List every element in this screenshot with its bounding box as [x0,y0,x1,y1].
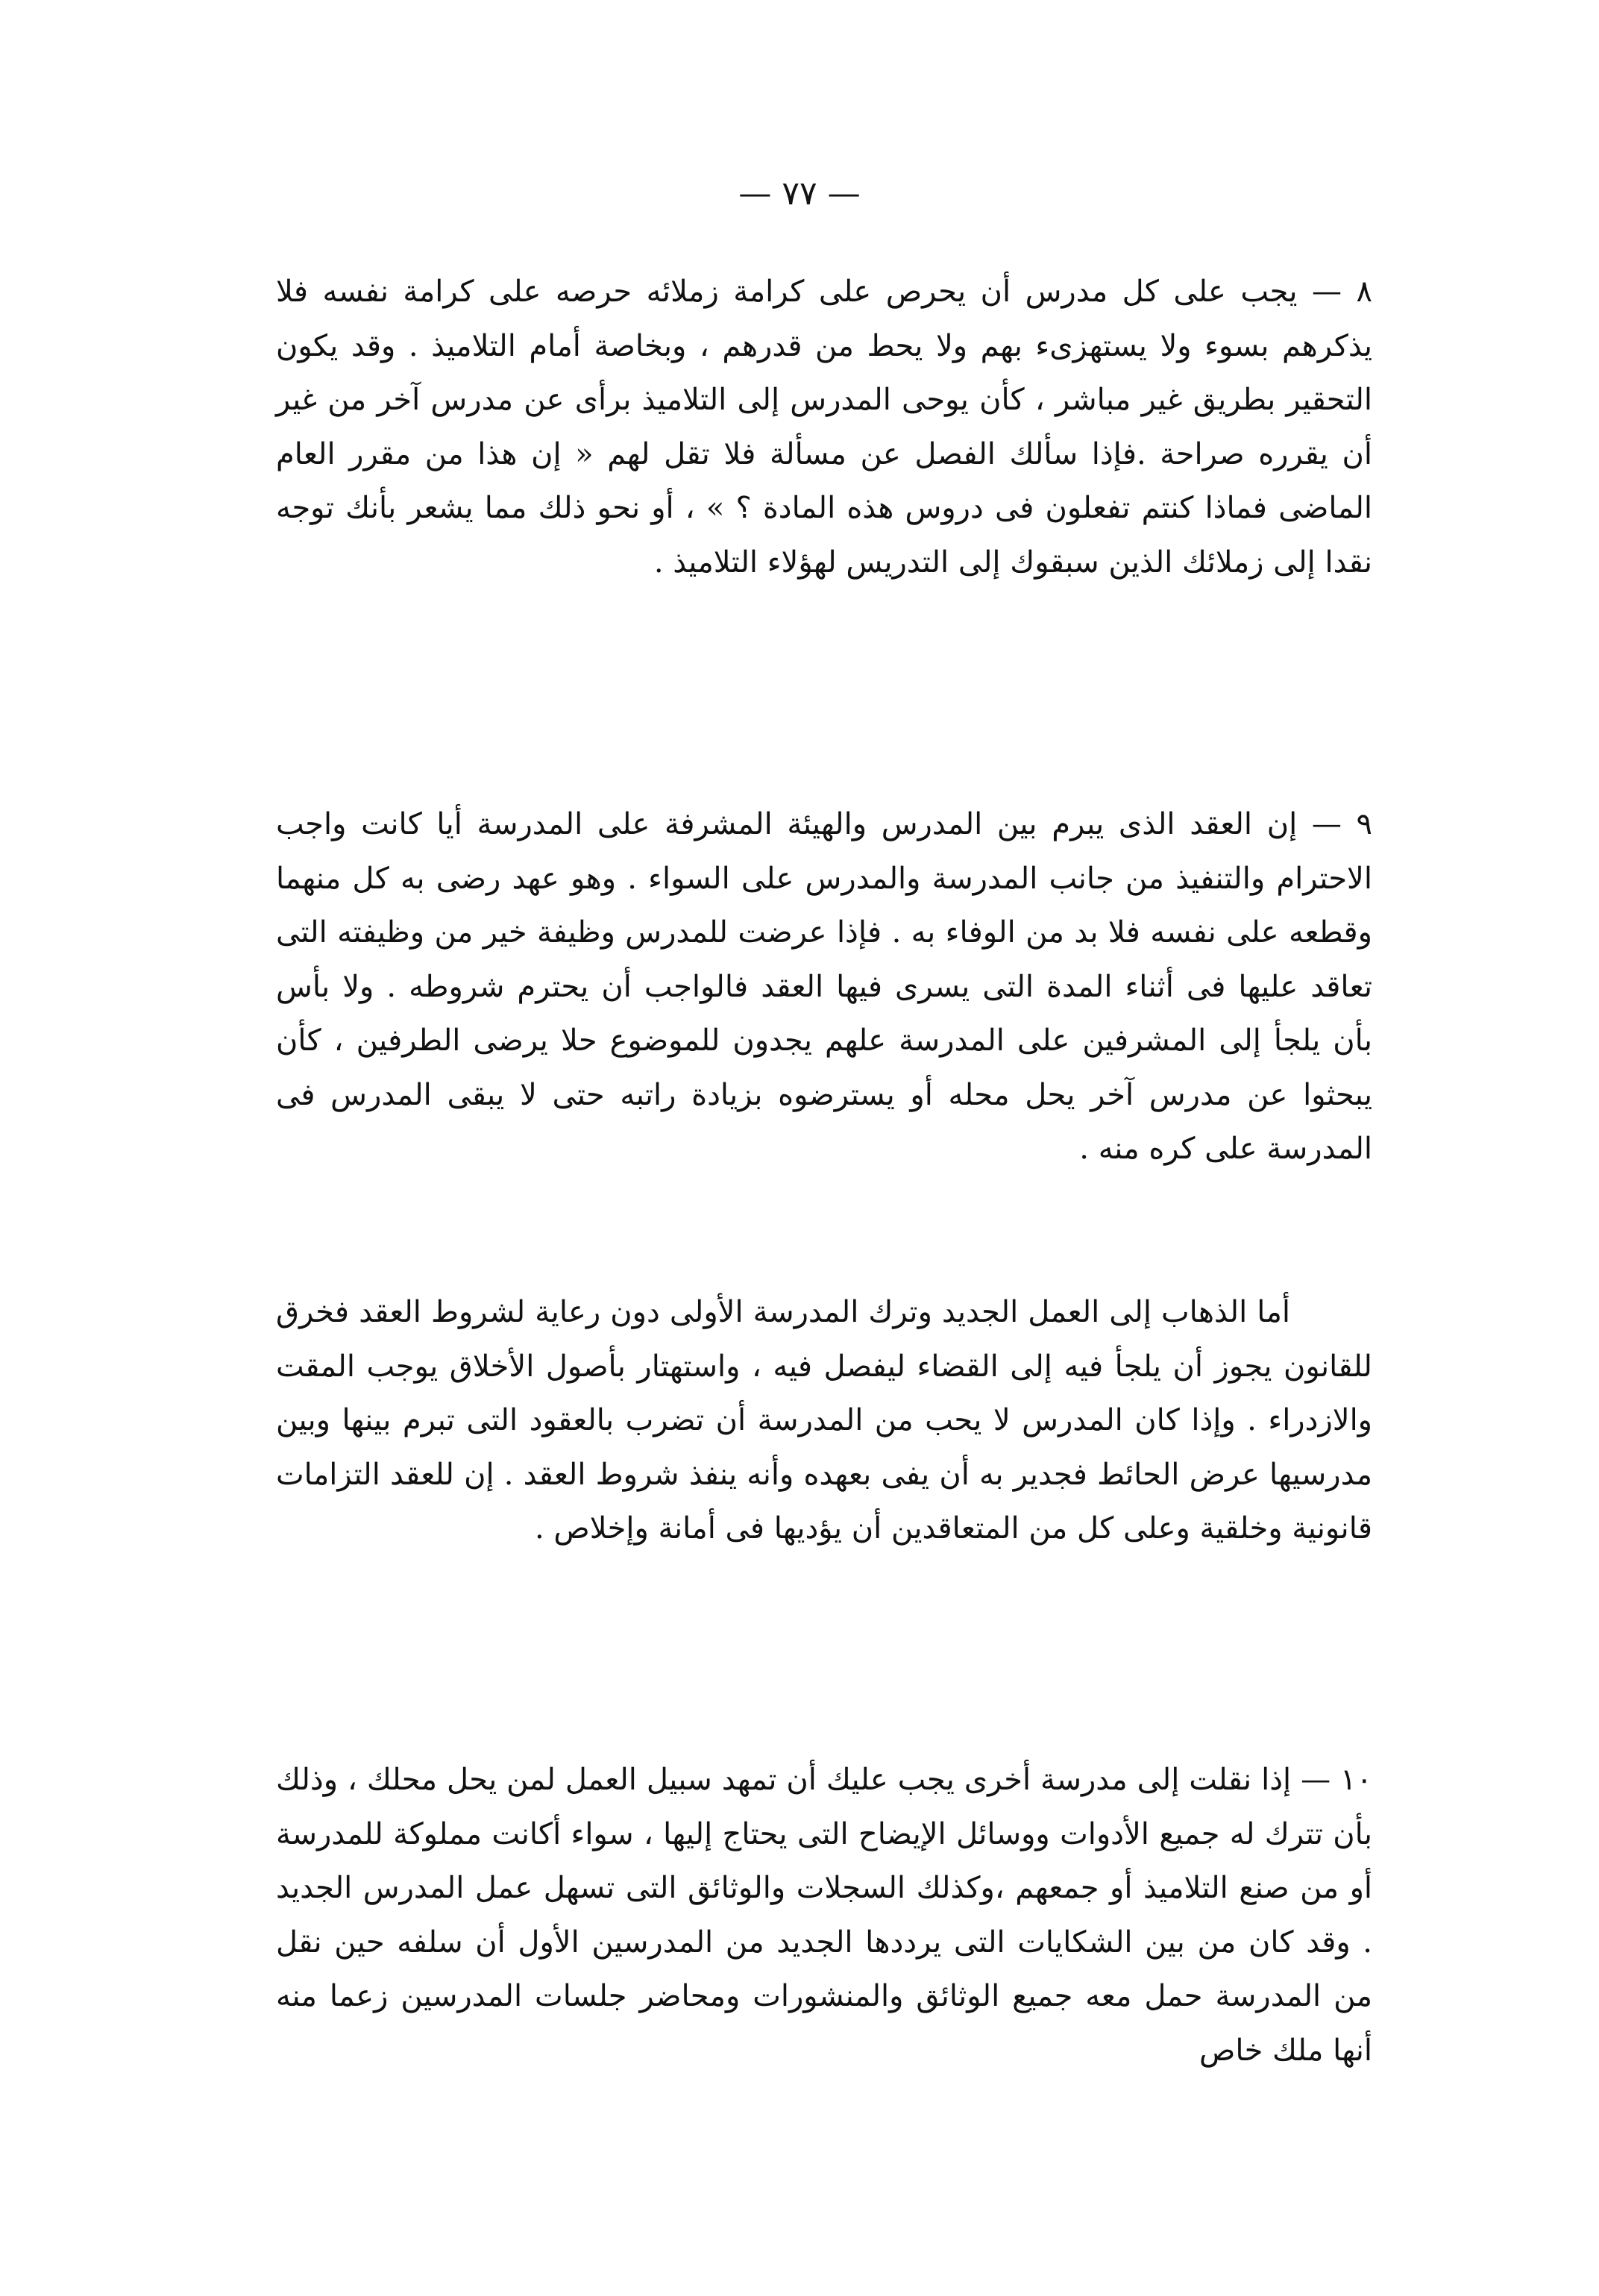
paragraph-8: ٨ — يجب على كل مدرس أن يحرص على كرامة زملائه حرصه على كرامة نفسه فلا يذكرهم بسوء ولا يستهزىء بهم ولا يحط من قدرهم ، وبخاصة أمام التلاميذ . وقد يكون التحقير بطريق غير مباشر ، كأن يوحى المدرس إلى التلاميذ برأى عن مدرس آخر من غير أن يقرره صراحة .فإذا سألك الفصل عن مسألة فلا تقل لهم « إن هذا من مقرر العام الماضى فماذا كنتم تفعلون فى دروس هذه المادة ؟ » ، أو نحو ذلك مما يشعر بأنك توجه نقدا إلى زملائك الذين سبقوك إلى التدريس لهؤلاء التلاميذ . [276,275,1372,580]
page-number: — ٧٧ — [738,175,861,213]
paragraph-9-continued: أما الذهاب إلى العمل الجديد وترك المدرسة الأولى دون رعاية لشروط العقد فخرق للقانون يجوز أن يلجأ فيه إلى القضاء ليفصل فيه ، واستهتار بأصول الأخلاق يوجب المقت والازدراء . وإذا كان المدرس لا يحب من المدرسة أن تضرب بالعقود التى تبرم بينها وبين مدرسيها عرض الحائط فجدير به أن يفى بعهده وأنه ينفذ شروط العقد . إن للعقد التزامات قانونية وخلقية وعلى كل من المتعاقدين أن يؤديها فى أمانة وإخلاص . [276,1295,1372,1546]
paragraph-9: ٩ — إن العقد الذى يبرم بين المدرس والهيئة المشرفة على المدرسة أيا كانت واجب الاحترام والتنفيذ من جانب المدرسة والمدرس على السواء . وهو عهد رضى به كل منهما وقطعه على نفسه فلا بد من الوفاء به . فإذا عرضت للمدرس وظيفة خير من وظيفته التى تعاقد عليها فى أثناء المدة التى يسرى فيها العقد فالواجب أن يحترم شروطه . ولا بأس بأن يلجأ إلى المشرفين على المدرسة علهم يجدون للموضوع حلا يرضى الطرفين ، كأن يبحثوا عن مدرس آخر يحل محله أو يسترضوه بزيادة راتبه حتى لا يبقى المدرس فى المدرسة على كره منه . [276,807,1372,1166]
paragraph-10: ١٠ — إذا نقلت إلى مدرسة أخرى يجب عليك أن تمهد سبيل العمل لمن يحل محلك ، وذلك بأن تترك له جميع الأدوات ووسائل الإيضاح التى يحتاج إليها ، سواء أكانت مملوكة للمدرسة أو من صنع التلاميذ أو جمعهم ،وكذلك السجلات والوثائق التى تسهل عمل المدرس الجديد . وقد كان من بين الشكايات التى يرددها الجديد من المدرسين الأول أن سلفه حين نقل من المدرسة حمل معه جميع الوثائق والمنشورات ومحاضر جلسات المدرسين زعما منه أنها ملك خاص [276,1763,1373,2068]
